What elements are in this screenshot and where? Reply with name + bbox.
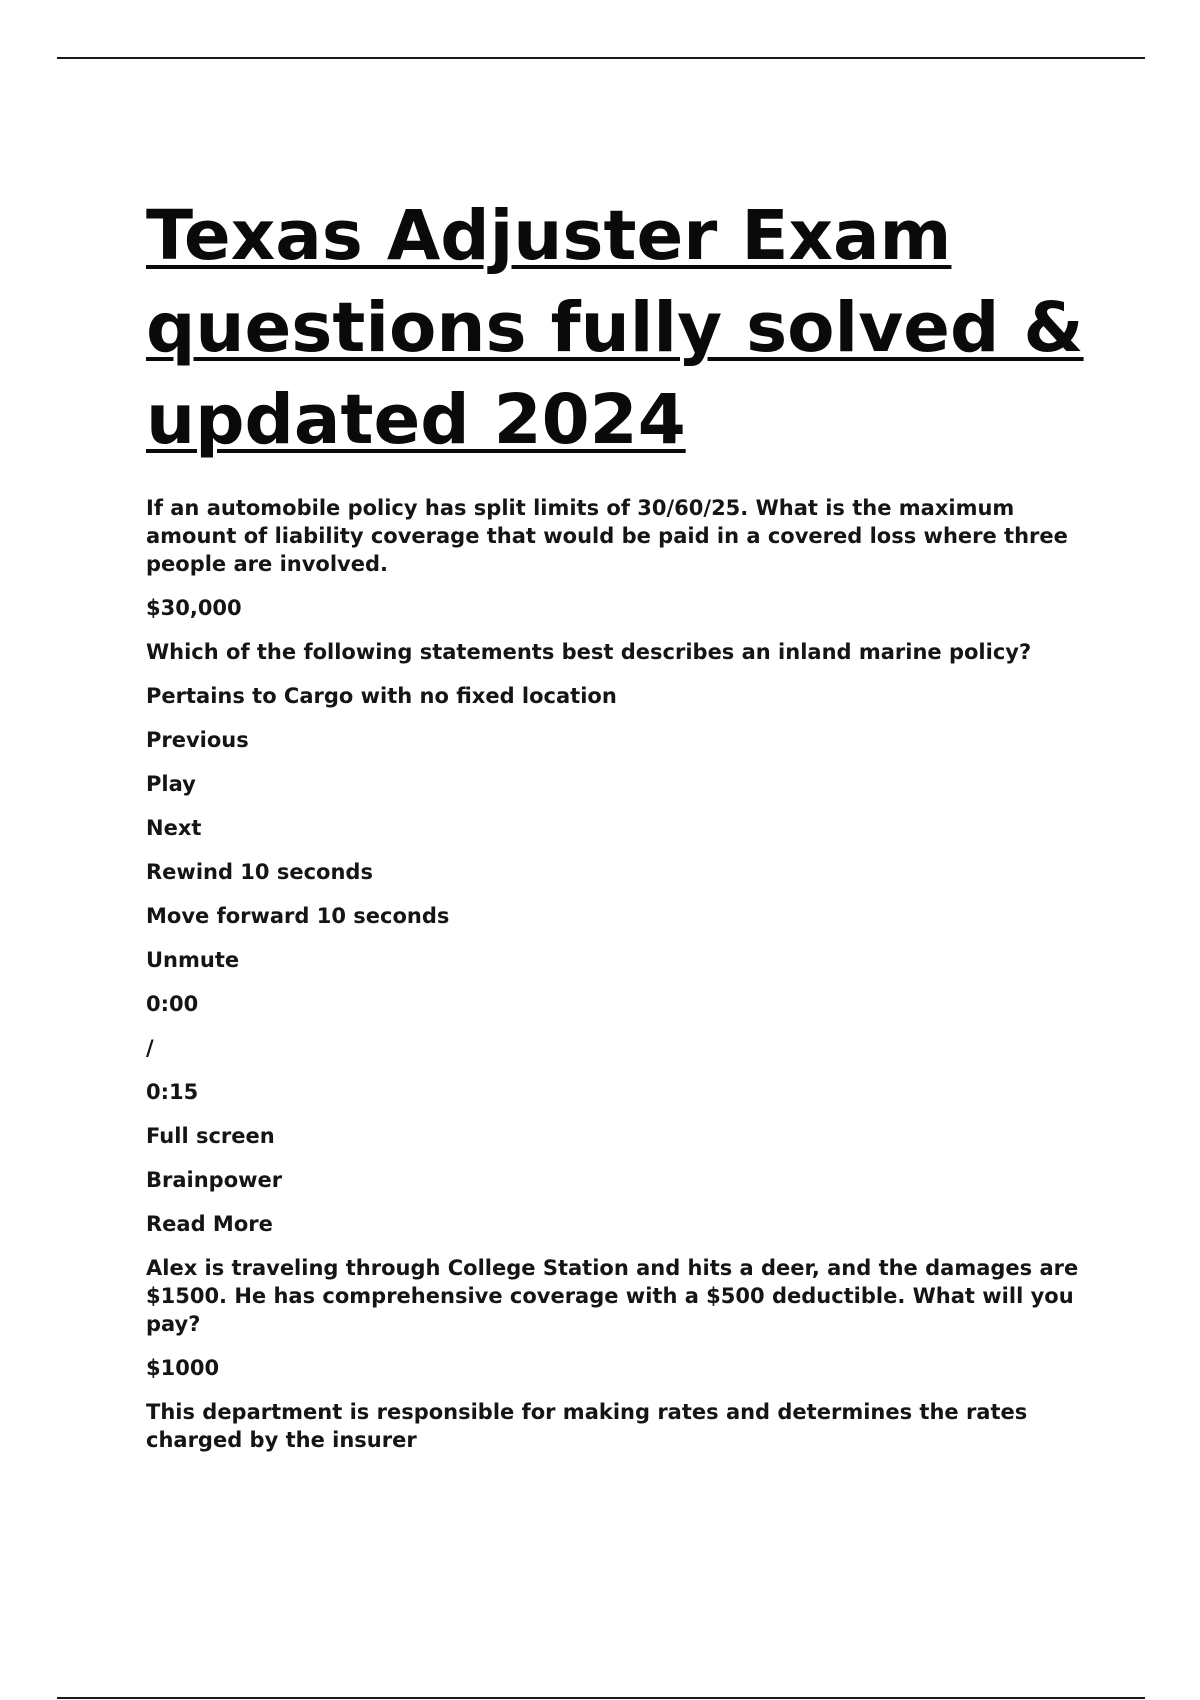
question-rate-department: This department is responsible for making rates and determines the rates charged by the insurer [146, 1400, 1028, 1452]
question-deer-collision: Alex is traveling through College Station and hits a deer, and the damages are $1500. He has comprehensive coverage with a $500 deductible. What will you pay? [146, 1256, 1079, 1336]
top-divider [57, 57, 1145, 59]
media-duration: 0:15 [146, 1080, 199, 1104]
media-unmute-text: Unmute [146, 948, 240, 972]
document-body [146, 190, 1096, 1470]
media-play-text: Play [146, 772, 196, 796]
read-more-text: Read More [146, 1212, 273, 1236]
media-next-text: Next [146, 816, 202, 840]
answer-deer-collision: $1000 [146, 1356, 220, 1380]
question-inland-marine: Which of the following statements best describes an inland marine policy? [146, 640, 1032, 664]
media-fullscreen-text: Full screen [146, 1124, 275, 1148]
document-title: Texas Adjuster Exam questions fully solved & updated 2024 [146, 196, 1084, 460]
answer-inland-marine: Pertains to Cargo with no fixed location [146, 684, 617, 708]
media-current-time: 0:00 [146, 992, 199, 1016]
media-forward-text: Move forward 10 seconds [146, 904, 450, 928]
question-split-limits: If an automobile policy has split limits of 30/60/25. What is the maximum amount of liability coverage that would be paid in a covered loss where three people are involved. [146, 496, 1068, 576]
brainpower-text: Brainpower [146, 1168, 283, 1192]
media-previous-text: Previous [146, 728, 249, 752]
bottom-divider [57, 1697, 1145, 1699]
answer-split-limits: $30,000 [146, 596, 242, 620]
media-time-separator: / [146, 1036, 154, 1060]
media-rewind-text: Rewind 10 seconds [146, 860, 373, 884]
